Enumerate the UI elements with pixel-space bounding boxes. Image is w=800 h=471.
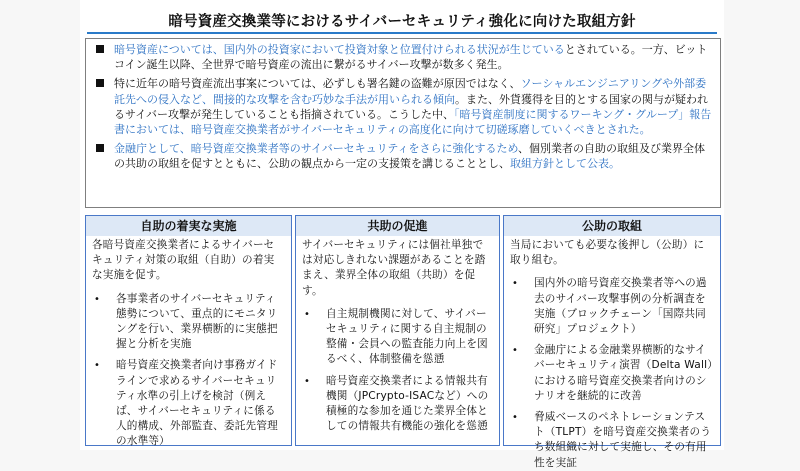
summary-box: [85, 38, 721, 208]
dot-icon: •: [512, 278, 519, 290]
column-public-help: [503, 215, 721, 469]
summary-item-1: [94, 42, 712, 72]
column-bullet-list: [302, 307, 493, 435]
dot-icon: •: [94, 360, 101, 372]
list-item: [302, 374, 493, 435]
list-item-text: 国内外の暗号資産交換業者等への過去のサイバー攻撃事例の分析調査を実施（ブロックチェーン「国際共同研究」プロジェクト）: [534, 277, 707, 336]
column-heading: 自助の着実な実施: [86, 216, 291, 236]
black-square-icon: [96, 45, 104, 53]
column-bullet-list: [92, 292, 285, 450]
title-underline: [87, 32, 717, 34]
list-item-text: 自主規制機関に対して、サイバーセキュリティに関する自主規制の整備・会員への監査能力向上を図るべく、体制整備を慫慂: [326, 307, 488, 366]
highlight-text: 「暗号資産制度に関するワーキング・グループ」報告書においては、暗号資産交換業者がサイバーセキュリティの高度化に向けて切磋琢磨していくべきとされた。: [114, 107, 712, 137]
dot-icon: •: [304, 308, 311, 320]
column-heading: 共助の促進: [296, 216, 499, 236]
list-item: [92, 358, 285, 449]
dot-icon: •: [304, 375, 311, 387]
black-square-icon: [96, 144, 104, 152]
black-square-icon: [96, 79, 104, 87]
dot-icon: •: [94, 293, 101, 305]
document-page: [80, 0, 724, 469]
column-self-help: [85, 215, 292, 446]
policy-columns: [85, 215, 721, 469]
dot-icon: •: [512, 412, 519, 424]
summary-item-text: [114, 76, 712, 137]
summary-item-3: [94, 141, 712, 171]
column-bullet-list: [510, 276, 714, 470]
list-item: [92, 292, 285, 353]
highlight-text: 暗号資産については、国内外の投資家において投資対象と位置付けられる状況が生じている: [114, 43, 565, 56]
body-text: とされている。一方、ビットコイン誕生以降、全世界で暗号資産の流出に繋がるサイバー攻撃が数多く発生。: [114, 43, 708, 72]
list-item-text: 各事業者のサイバーセキュリティ態勢について、重点的にモニタリングを行い、業界横断的に実態把握と分析を実施: [116, 292, 278, 351]
list-item: [302, 307, 493, 368]
list-item-text: 暗号資産交換業者向け事務ガイドラインで求めるサイバーセキュリティ水準の引上げを検討（例えば、サイバーセキュリティに係る人的構成、外部監査、委託先管理の水準等）: [116, 359, 278, 448]
body-text: 、個別業者の自助の取組及び業界全体の共助の取組を促すとともに、公助の観点から一定の支援策を講じることとし、: [114, 142, 706, 171]
highlight-text: 金融庁として、暗号資産交換業者等のサイバーセキュリティをさらに強化するため: [114, 142, 519, 156]
summary-item-2: [94, 76, 712, 137]
body-text: 特に近年の暗号資産流出事案については、必ずしも署名鍵の盗難が原因ではなく、: [114, 77, 521, 91]
list-item-text: 脅威ベースのペネトレーションテスト（TLPT）を暗号資産交換業者のうち数組織に対して実施し、その有用性を実証: [534, 411, 712, 469]
page-title: 暗号資産交換業等におけるサイバーセキュリティ強化に向けた取組方針: [168, 14, 636, 30]
column-mutual-help: [295, 215, 500, 446]
column-intro: 各暗号資産交換業者によるサイバーセキュリティ対策の取組（自助）の着実な実施を促す。: [92, 239, 275, 282]
list-item: [510, 276, 714, 337]
highlight-text: 取組方針として公表。: [510, 157, 620, 171]
column-intro: 当局においても必要な後押し（公助）に取り組む。: [510, 239, 705, 267]
list-item-text: 暗号資産交換業者による情報共有機関（JPCrypto-ISACなど）への積極的な参加を通じた業界全体としての情報共有機能の強化を慫慂: [326, 374, 489, 433]
highlight-text: ソーシャルエンジニアリングや外部委託先への侵入など、間接的な攻撃を含む巧妙な手法が用いられる傾向: [114, 77, 707, 106]
list-item-text: 金融庁による金融業界横断的なサイバーセキュリティ演習（Delta Wall）における暗号資産交換業者向けのシナリオを継続的に改善: [534, 344, 713, 402]
summary-item-text: [114, 141, 712, 171]
list-item: [510, 410, 714, 471]
column-intro: サイバーセキュリティには個社単独では対応しきれない課題があることを踏まえ、業界全体の取組（共助）を促す。: [302, 239, 486, 297]
list-item: [510, 343, 714, 404]
summary-item-text: [114, 42, 712, 72]
body-text: 。また、外貨獲得を目的とする国家の関与が疑われるサイバー攻撃が発生していることも指摘されている。こうした中、: [114, 92, 708, 121]
dot-icon: •: [512, 345, 519, 357]
column-heading: 公助の取組: [504, 216, 720, 236]
